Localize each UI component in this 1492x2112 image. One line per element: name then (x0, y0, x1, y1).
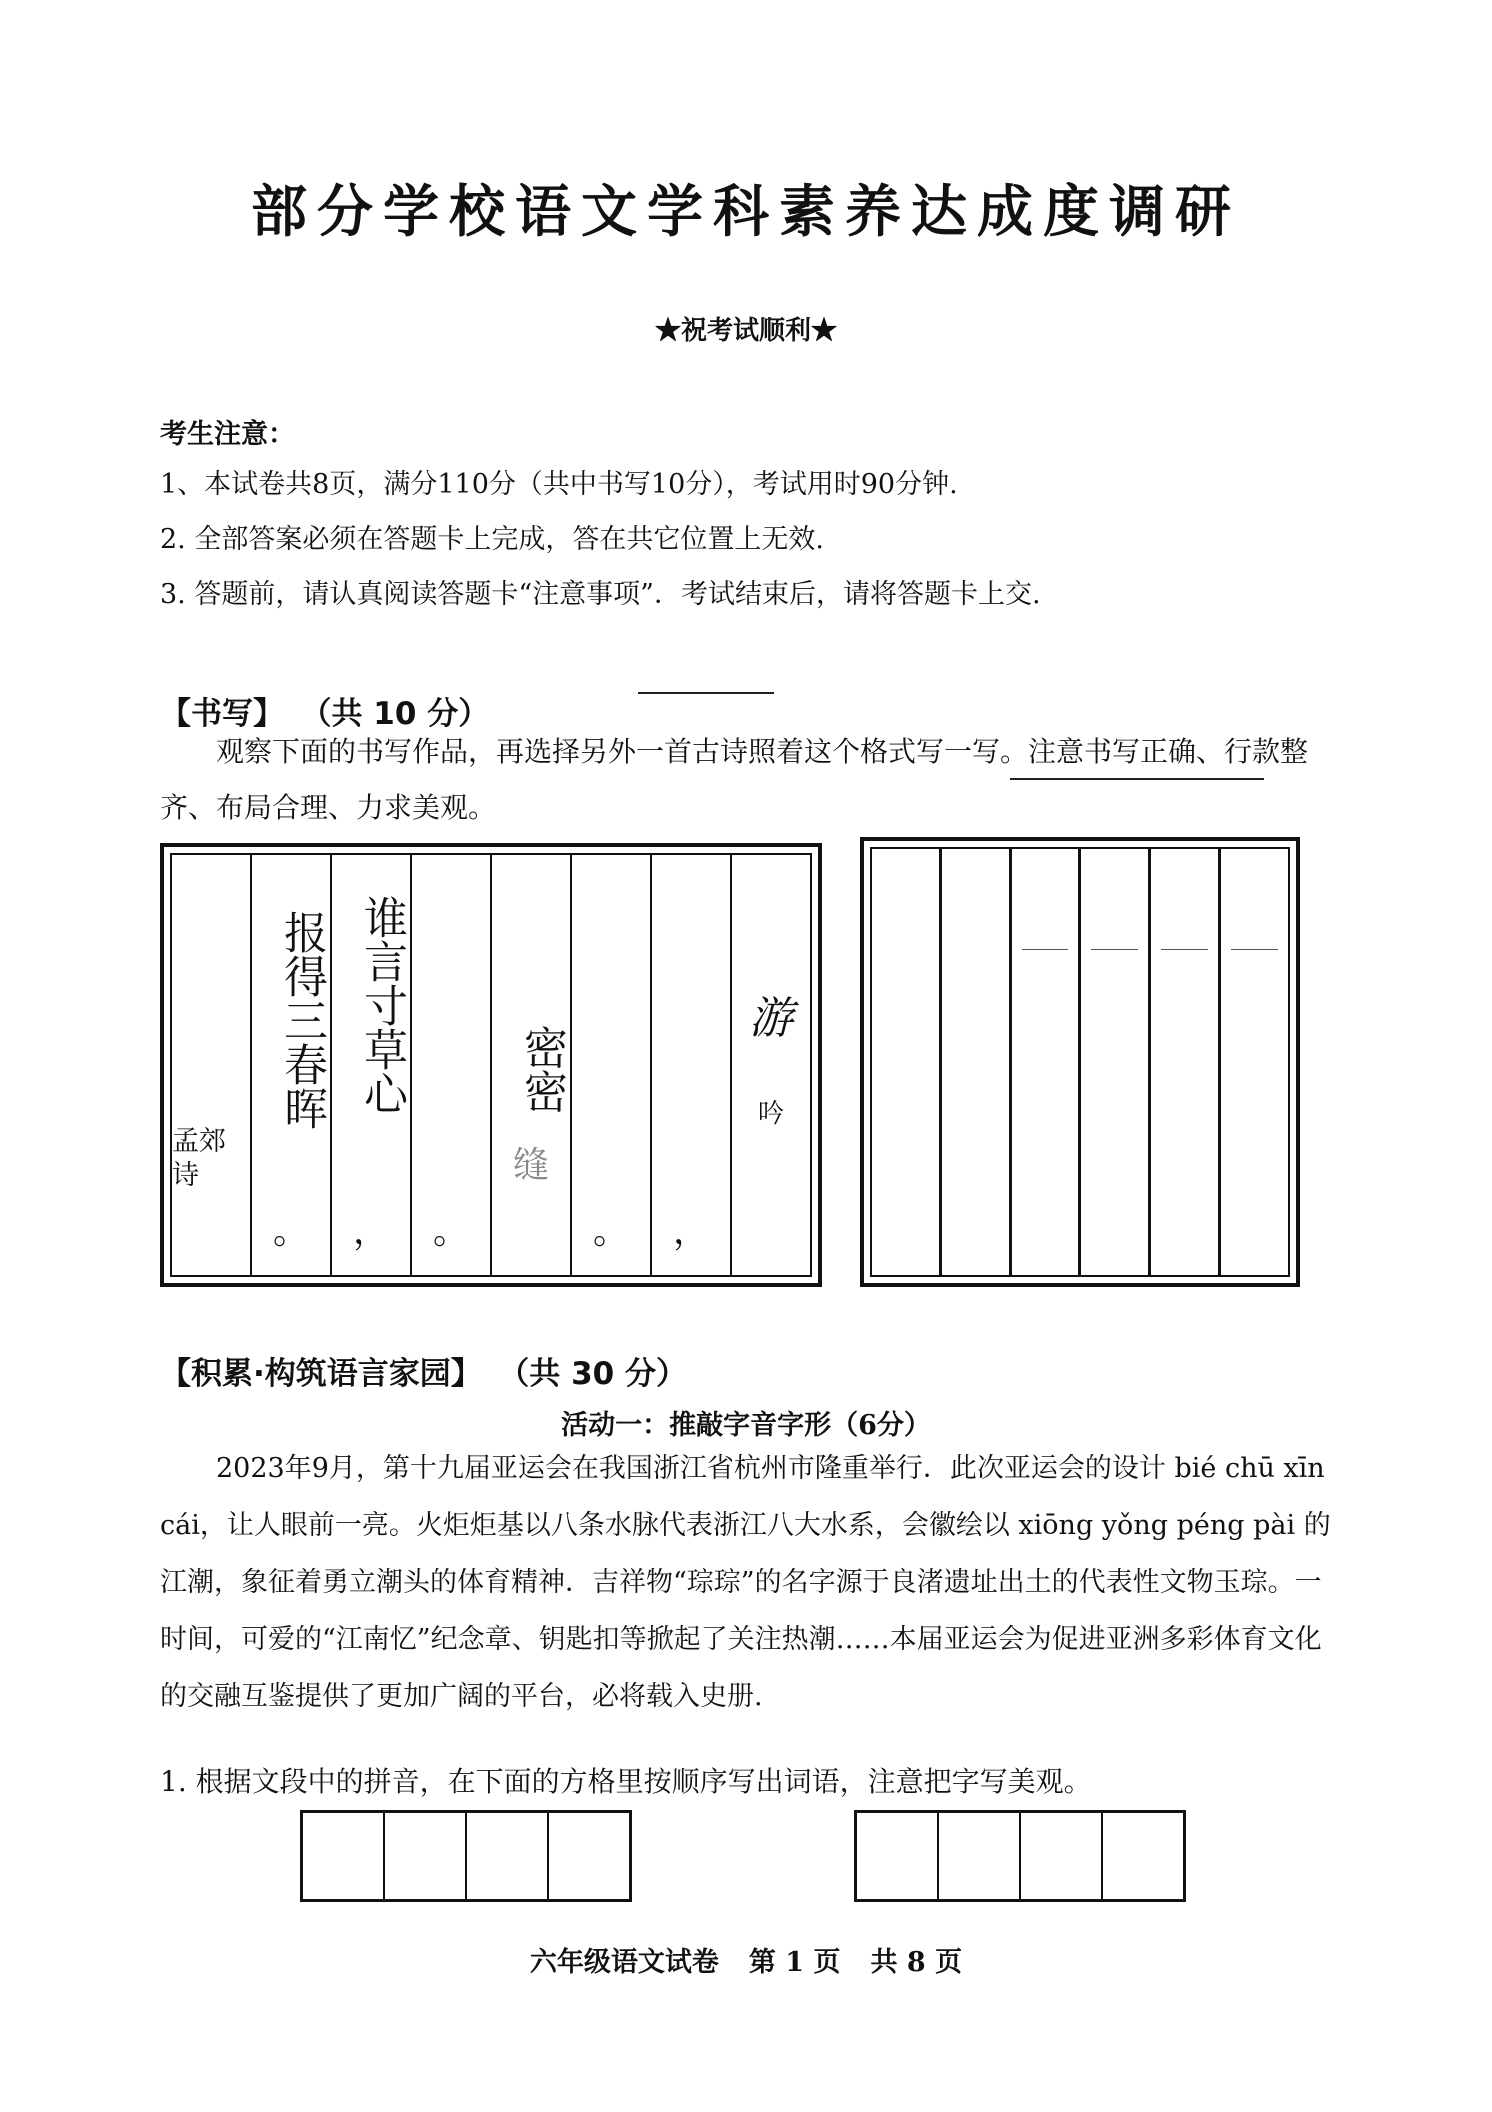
sample-column-2 (332, 855, 412, 1275)
accumulation-heading-label: 【积累·构筑语言家园】 (160, 1356, 482, 1392)
sample-line-3: 密密 (516, 1025, 567, 1113)
answer-box[interactable] (303, 1813, 385, 1899)
sample-punc-1: 。 (272, 1211, 309, 1252)
footer-paper-name: 六年级语文试卷 (529, 1947, 719, 1978)
answer-box[interactable] (467, 1813, 549, 1899)
writing-score: （共 10 分） (316, 696, 490, 732)
answer-box[interactable] (385, 1813, 467, 1899)
practice-column[interactable] (1151, 849, 1221, 1275)
answer-box[interactable] (857, 1813, 939, 1899)
answer-box[interactable] (1103, 1813, 1183, 1899)
question-1: 1. 根据文段中的拼音，在下面的方格里按顺序写出词语，注意把字写美观。 (160, 1765, 1092, 1798)
writing-practice-grid[interactable] (860, 837, 1300, 1287)
notice-item-2: 2. 全部答案必须在答题卡上完成，答在共它位置上无效. (160, 524, 824, 555)
sample-punc-2: ， (352, 1211, 389, 1252)
footer-total-pages: 共 8 页 (870, 1947, 963, 1978)
decorative-rule (638, 692, 774, 694)
page-footer (0, 1940, 1492, 1979)
sample-punc-5: ， (672, 1211, 709, 1252)
answer-box[interactable] (939, 1813, 1021, 1899)
column-mark (1091, 949, 1138, 950)
practice-column[interactable] (1081, 849, 1151, 1275)
answer-box[interactable] (1021, 1813, 1103, 1899)
good-luck-banner: ★祝考试顺利★ (654, 316, 837, 346)
notice-heading: 考生注意： (160, 419, 295, 450)
accumulation-section-heading (160, 1348, 687, 1393)
sample-column-3 (412, 855, 492, 1275)
sample-column-1 (252, 855, 332, 1275)
practice-column[interactable] (872, 849, 942, 1275)
notice-item-1: 1、本试卷共8页，满分110分（共中书写10分），考试用时90分钟. (160, 469, 958, 500)
sample-author: 孟郊诗 (172, 1126, 226, 1191)
column-mark (1231, 949, 1278, 950)
writing-heading-label: 【书写】 (160, 696, 284, 732)
sample-punc-4: 。 (592, 1211, 629, 1252)
notice-item-3: 3. 答题前，请认真阅读答题卡“注意事项”．考试结束后，请将答题卡上交. (160, 579, 1041, 610)
sample-column-author (172, 855, 252, 1275)
sample-line-1: 报得三春晖 (276, 910, 327, 1130)
practice-column[interactable] (1221, 849, 1288, 1275)
page-title: 部分学校语文学科素养达成度调研 (251, 180, 1241, 245)
sample-column-7 (732, 855, 810, 1275)
column-mark (1022, 949, 1069, 950)
activity-title: 活动一：推敲字音字形（6分） (561, 1410, 931, 1441)
practice-column[interactable] (1012, 849, 1082, 1275)
practice-column[interactable] (942, 849, 1012, 1275)
writing-instruction: 观察下面的书写作品，再选择另外一首古诗照着这个格式写一写。注意书写正确、行款整齐、布局合理、力求美观。 (160, 735, 1309, 824)
sample-column-4 (492, 855, 572, 1275)
sample-line-4-small: 吟 (757, 1099, 784, 1129)
sample-line-4: 游 (749, 993, 793, 1044)
calligraphy-sample (160, 843, 822, 1287)
sample-column-6 (652, 855, 732, 1275)
footer-page-number: 第 1 页 (748, 1947, 841, 1978)
reading-passage: 2023年9月，第十九届亚运会在我国浙江省杭州市隆重举行．此次亚运会的设计 bié chū xīn cái，让人眼前一亮。火炬炬基以八条水脉代表浙江八大水系，会徽绘以 xiōng yǒng péng pài 的江潮，象征着勇立潮头的体育精神．吉祥物“琮琮”的名字源于良渚遗址出土的代表性文物玉琮。一时间，可爱的“江南忆”纪念章、钥匙扣等掀起了关注热潮……本届亚运会为促进亚洲多彩体育文化的交融互鉴提供了更加广阔的平台，必将载入史册. (160, 1453, 1331, 1712)
sample-line-3-faded: 缝 (512, 1145, 549, 1186)
answer-boxes-word-1[interactable] (300, 1810, 632, 1902)
accumulation-score: （共 30 分） (513, 1356, 688, 1392)
column-mark (1161, 949, 1208, 950)
sample-column-5 (572, 855, 652, 1275)
emphasis-underline (1010, 778, 1264, 780)
answer-box[interactable] (549, 1813, 629, 1899)
sample-line-2: 谁言寸草心 (356, 895, 407, 1115)
answer-boxes-word-2[interactable] (854, 1810, 1186, 1902)
sample-punc-3: 。 (432, 1211, 469, 1252)
